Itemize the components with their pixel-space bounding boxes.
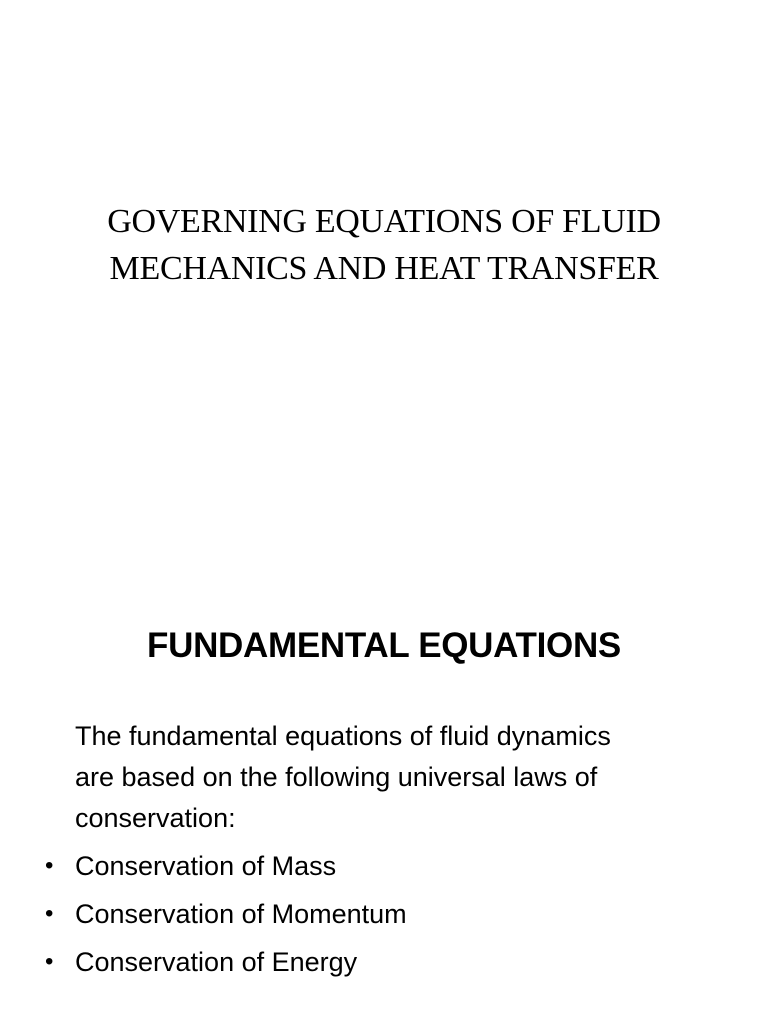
bullet-item-momentum (0, 890, 768, 938)
title-line: MECHANICS AND HEAT TRANSFER (109, 250, 659, 287)
intro-paragraph (75, 716, 735, 839)
bullet-item-energy (0, 938, 768, 986)
intro-line: The fundamental equations of fluid dynamics (75, 721, 611, 751)
bullet-icon: • (45, 948, 54, 975)
title-line: GOVERNING EQUATIONS OF FLUID (107, 203, 661, 240)
bullet-icon: • (45, 900, 54, 927)
intro-line: conservation: (75, 803, 236, 833)
slide-fundamental-equations (0, 512, 768, 1024)
bullet-item-mass (0, 842, 768, 890)
bullet-text: Conservation of Energy (75, 947, 358, 977)
presentation-title (0, 198, 768, 292)
slide-heading: FUNDAMENTAL EQUATIONS (147, 626, 621, 665)
intro-line: are based on the following universal laws of (75, 762, 598, 792)
bullet-text: Conservation of Mass (75, 851, 337, 881)
bullet-icon: • (45, 852, 54, 879)
bullet-text: Conservation of Momentum (75, 899, 407, 929)
bullet-list (0, 842, 768, 986)
